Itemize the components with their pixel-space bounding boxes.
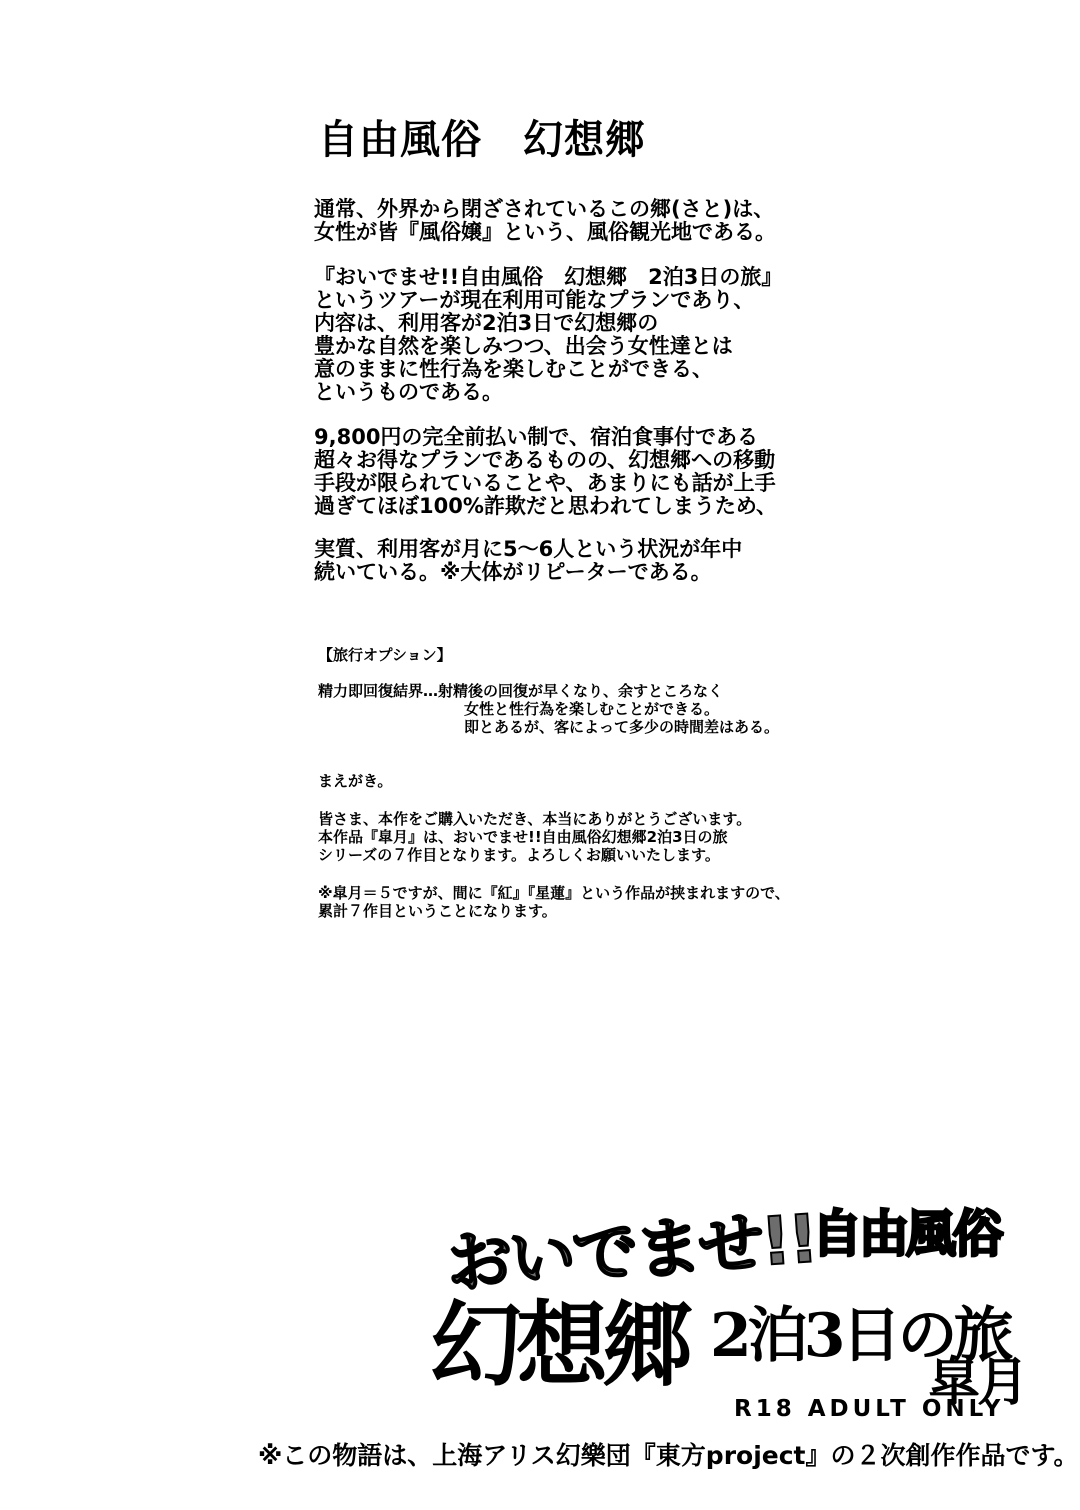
preface-line: 皆さま、本作をご購入いただき、本当にありがとうございます。 (318, 810, 752, 828)
logo-trip: 2泊3日の旅 (710, 1301, 1010, 1371)
options-heading: 【旅行オプション】 (318, 646, 452, 664)
option-line-1 (318, 682, 779, 700)
logo-gensokyo: 幻想郷 (430, 1291, 689, 1399)
disclaimer: ※この物語は、上海アリス幻樂団『東方project』の２次創作作品です。 (258, 1441, 1079, 1470)
reality-line: 続いている。※大体がリピーターである。 (314, 560, 712, 584)
intro-line: 通常、外界から閉ざされているこの郷(さと)は、 (314, 197, 775, 221)
option-line-2: 女性と性行為を楽しむことができる。 (464, 700, 720, 718)
preface-paragraph (318, 810, 751, 864)
option-item (318, 682, 779, 736)
tour-line: というツアーが現在利用可能なプランであり、 (314, 288, 755, 312)
price-line: 手段が限られていることや、あまりにも話が上手 (314, 471, 776, 495)
option-line-3: 即とあるが、客によって多少の時間差はある。 (464, 718, 780, 736)
tour-line: 意のままに性行為を楽しむことができる、 (314, 357, 713, 381)
price-line: 過ぎてほぼ100%詐欺だと思われてしまうため、 (314, 494, 778, 518)
price-paragraph (314, 426, 777, 518)
option-name: 精力即回復結界… (318, 682, 439, 700)
intro-line: 女性が皆『風俗嬢』という、風俗観光地である。 (314, 220, 776, 244)
preface-note-line: ※皐月＝５ですが、間に『紅』『星蓮』という作品が挟まれますので、 (318, 884, 790, 902)
reality-paragraph (314, 538, 742, 584)
option-desc: 射精後の回復が早くなり、余すところなく (438, 682, 724, 700)
tour-line: 『おいでませ!!自由風俗 幻想郷 2泊3日の旅』 (314, 265, 783, 289)
tour-line: 内容は、利用客が2泊3日で幻想郷の (314, 311, 659, 335)
preface-heading: まえがき。 (318, 772, 393, 790)
tour-paragraph (314, 266, 782, 404)
logo-jiyu-fuzoku: 自由風俗 (812, 1205, 1000, 1263)
price-line: 超々お得なプランであるものの、幻想郷への移動 (314, 448, 776, 472)
price-line: 9,800円の完全前払い制で、宿泊食事付である (314, 425, 759, 449)
reality-line: 実質、利用客が月に5〜6人という状況が年中 (314, 537, 743, 561)
logo-oidemase: おいでませ!! (444, 1200, 818, 1303)
rating-label: R18 ADULT ONLY (734, 1396, 1005, 1422)
page-title: 自由風俗 幻想郷 (318, 117, 646, 163)
tour-line: というものである。 (314, 380, 503, 404)
preface-line: シリーズの７作目となります。よろしくお願いいたします。 (318, 846, 720, 864)
intro-paragraph (314, 198, 776, 244)
preface-note (318, 884, 790, 920)
preface-note-line: 累計７作目ということになります。 (318, 902, 557, 920)
tour-line: 豊かな自然を楽しみつつ、出会う女性達とは (314, 334, 733, 358)
logo-satsuki: 皐月 (928, 1352, 1027, 1413)
preface-line: 本作品『皐月』は、おいでませ!!自由風俗幻想郷2泊3日の旅 (318, 828, 728, 846)
title-logo (420, 1180, 1060, 1430)
